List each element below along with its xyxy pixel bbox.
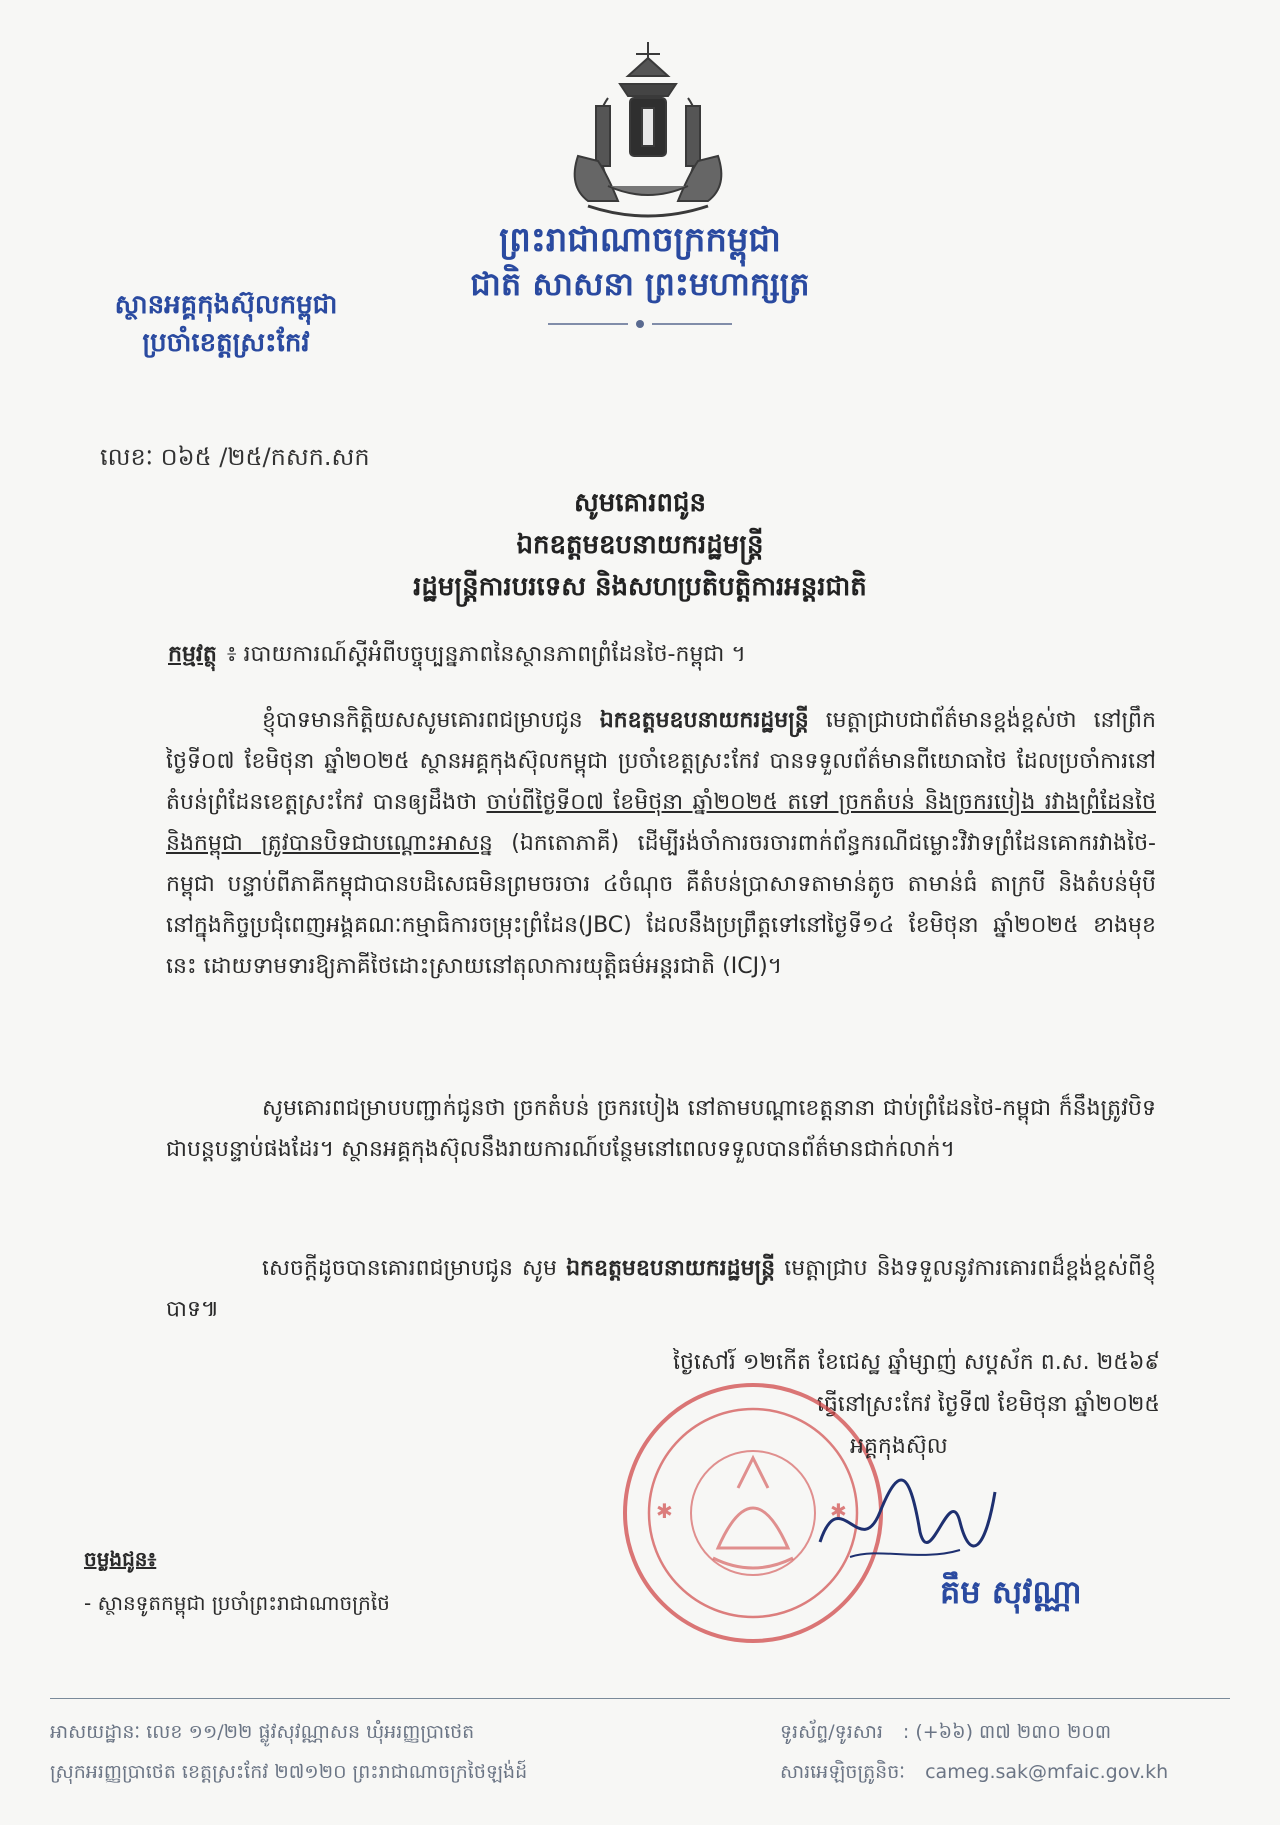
p1-underlined-notice: ចាប់ពីថ្ងៃទី០៧ ខែមិថុនា ឆ្នាំ២០២៥ តទៅ ច្រកតំបន់ និងច្រករបៀង រវាងព្រំដែនថៃ និងកម្ពុជា ត្រូវបានបិទជាបណ្តោះអាសន្ន [166,790,1156,856]
addressee-ministry: រដ្ឋមន្ត្រីការបរទេស និងសហប្រតិបត្តិការអន្តរជាតិ [413,572,867,602]
kingdom-motto: ជាតិ សាសនា ព្រះមហាក្សត្រ [470,265,810,303]
footer-address [50,1712,670,1792]
cc-title: ចម្លងជូន៖ [84,1547,157,1571]
footer-phone-row [780,1712,1240,1752]
footer-contact [780,1712,1240,1792]
footer-email-row [780,1752,1240,1792]
signatory-title: អគ្គកុងស៊ុល [850,1434,948,1459]
footer-phone: : (+៦៦) ៣៧ ២៣០ ២០៣ [902,1721,1112,1743]
subject-text: ៖ របាយការណ៍ស្តីអំពីបច្ចុប្បន្នភាពនៃស្ថានភាពព្រំដែនថៃ-កម្ពុជា ។ [226,642,746,667]
footer-phone-label: ទូរស័ព្ទ/ទូរសារ [780,1721,883,1743]
p1-part-a: ខ្ញុំបាទមានកិត្តិយសសូមគោរពជម្រាបជូន [262,708,600,733]
lunar-date: ថ្ងៃសៅរ៍ ១២កើត ខែជេស្ឋ ឆ្នាំម្សាញ់ សប្តស័ក ព.ស. ២៥៦៩ [672,1350,1160,1375]
kingdom-title: ព្រះរាជាណាចក្រកម្ពុជា [499,220,781,260]
svg-text:✱: ✱ [830,1499,847,1523]
addressee-title: ឯកឧត្តមឧបនាយករដ្ឋមន្ត្រី [516,530,764,560]
body-paragraph-1 [166,700,1156,987]
p3-addressee-emphasis: ឯកឧត្តមឧបនាយករដ្ឋមន្ត្រី [566,1256,776,1281]
handwritten-signature [810,1462,1000,1582]
svg-text:✱: ✱ [656,1499,673,1523]
addressee-salutation: សូមគោរពជូន [573,488,707,518]
footer-email-label: សារអេឡិចត្រូនិចៈ [780,1761,906,1783]
signatory-name: គឹម សុវណ្ណា [940,1573,1082,1611]
consulate-location: ប្រចាំខេត្តស្រះកែវ [142,328,310,358]
p1-addressee-emphasis: ឯកឧត្តមឧបនាយករដ្ឋមន្ត្រី [599,708,809,733]
royal-emblem-icon [548,36,748,226]
body-paragraph-2 [166,1088,1156,1170]
p3-part-a: សេចក្តីដូចបានគោរពជម្រាបជូន សូម [262,1256,567,1281]
body-paragraph-3 [166,1248,1156,1330]
p3-part-c: មេត្តាជ្រាប និងទទួលនូវការគោរពដ៏ខ្ពង់ខ្ពស់ពីខ្ញុំបាទ៕ [166,1256,1156,1322]
carbon-copy-block [84,1546,390,1620]
consulate-name: ស្ថានអគ្គកុងស៊ុលកម្ពុជា [114,290,338,320]
footer-divider [50,1698,1230,1699]
subject-label: កម្មវត្ថុ [168,642,217,667]
p1-part-e: (ឯកតោភាគី) ដើម្បីរង់ចាំការចរចារពាក់ព័ន្ធករណីជម្លោះវិវាទព្រំដែនគោករវាងថៃ-កម្ពុជា បន្ទាប់ពីភាគីកម្ពុជាបានបដិសេធមិនព្រមចរចារ ៤ចំណុច គឺតំបន់ប្រាសាទតាមាន់តូច តាមាន់ធំ តាក្របី និងតំបន់មុំបី នៅក្នុងកិច្ចប្រជុំពេញអង្គគណៈកម្មាធិការចម្រុះព្រំដែន(JBC) ដែលនឹងប្រព្រឹត្តទៅនៅថ្ងៃទី១៤ ខែមិថុនា ឆ្នាំ២០២៥ ខាងមុខនេះ ដោយទាមទារឱ្យភាគីថៃដោះស្រាយនៅតុលាការយុត្តិធម៌អន្តរជាតិ (ICJ)។ [166,831,1156,979]
consulate-header [76,286,376,362]
p1-part-c: មេត្តាជ្រាបជាព័ត៌មានខ្ពង់ខ្ពស់ថា នៅព្រឹកថ្ងៃទី០៧ ខែមិថុនា ឆ្នាំ២០២៥ ស្ថានអគ្គកុងស៊ុលកម្ពុជា ប្រចាំខេត្តស្រះកែវ បានទទួលព័ត៌មានពីយោធាថៃ ដែលប្រចាំការនៅតំបន់ព្រំដែនខេត្តស្រះកែវ បានឲ្យដឹងថា [166,708,1156,815]
solar-date: ធ្វើនៅស្រះកែវ ថ្ងៃទី៧ ខែមិថុនា ឆ្នាំ២០២៥ [816,1392,1160,1417]
reference-number: លេខៈ ០៦៥ /២៥/កសក.សក [100,443,370,471]
subject-line [168,640,1158,672]
cc-item: - ស្ថានទូតកម្ពុជា ប្រចាំព្រះរាជាណាចក្រថៃ [84,1591,390,1615]
header-ornament [548,318,732,330]
footer-address-line-2: ស្រុកអរញ្ញប្រាថេត ខេត្តស្រះកែវ ២៧១២០ ព្រះរាជាណាចក្រថៃឡង់ដ៍ [50,1761,528,1783]
p2-text: សូមគោរពជម្រាបបញ្ជាក់ជូនថា ច្រកតំបន់ ច្រករបៀង នៅតាមបណ្តាខេត្តនានា ជាប់ព្រំដែនថៃ-កម្ពុជា ក៏នឹងត្រូវបិទជាបន្តបន្ទាប់ផងដែរ។ ស្ថានអគ្គកុងស៊ុលនឹងរាយការណ៍បន្ថែមនៅពេលទទួលបានព័ត៌មានជាក់លាក់។ [166,1096,1156,1162]
footer-address-line-1: អាសយដ្ឋានៈ លេខ ១១/២២ ផ្លូវសុវណ្ណាសន ឃុំអរញ្ញប្រាថេត [50,1721,475,1743]
footer-email-link[interactable]: cameg.sak@mfaic.gov.kh [925,1761,1169,1783]
